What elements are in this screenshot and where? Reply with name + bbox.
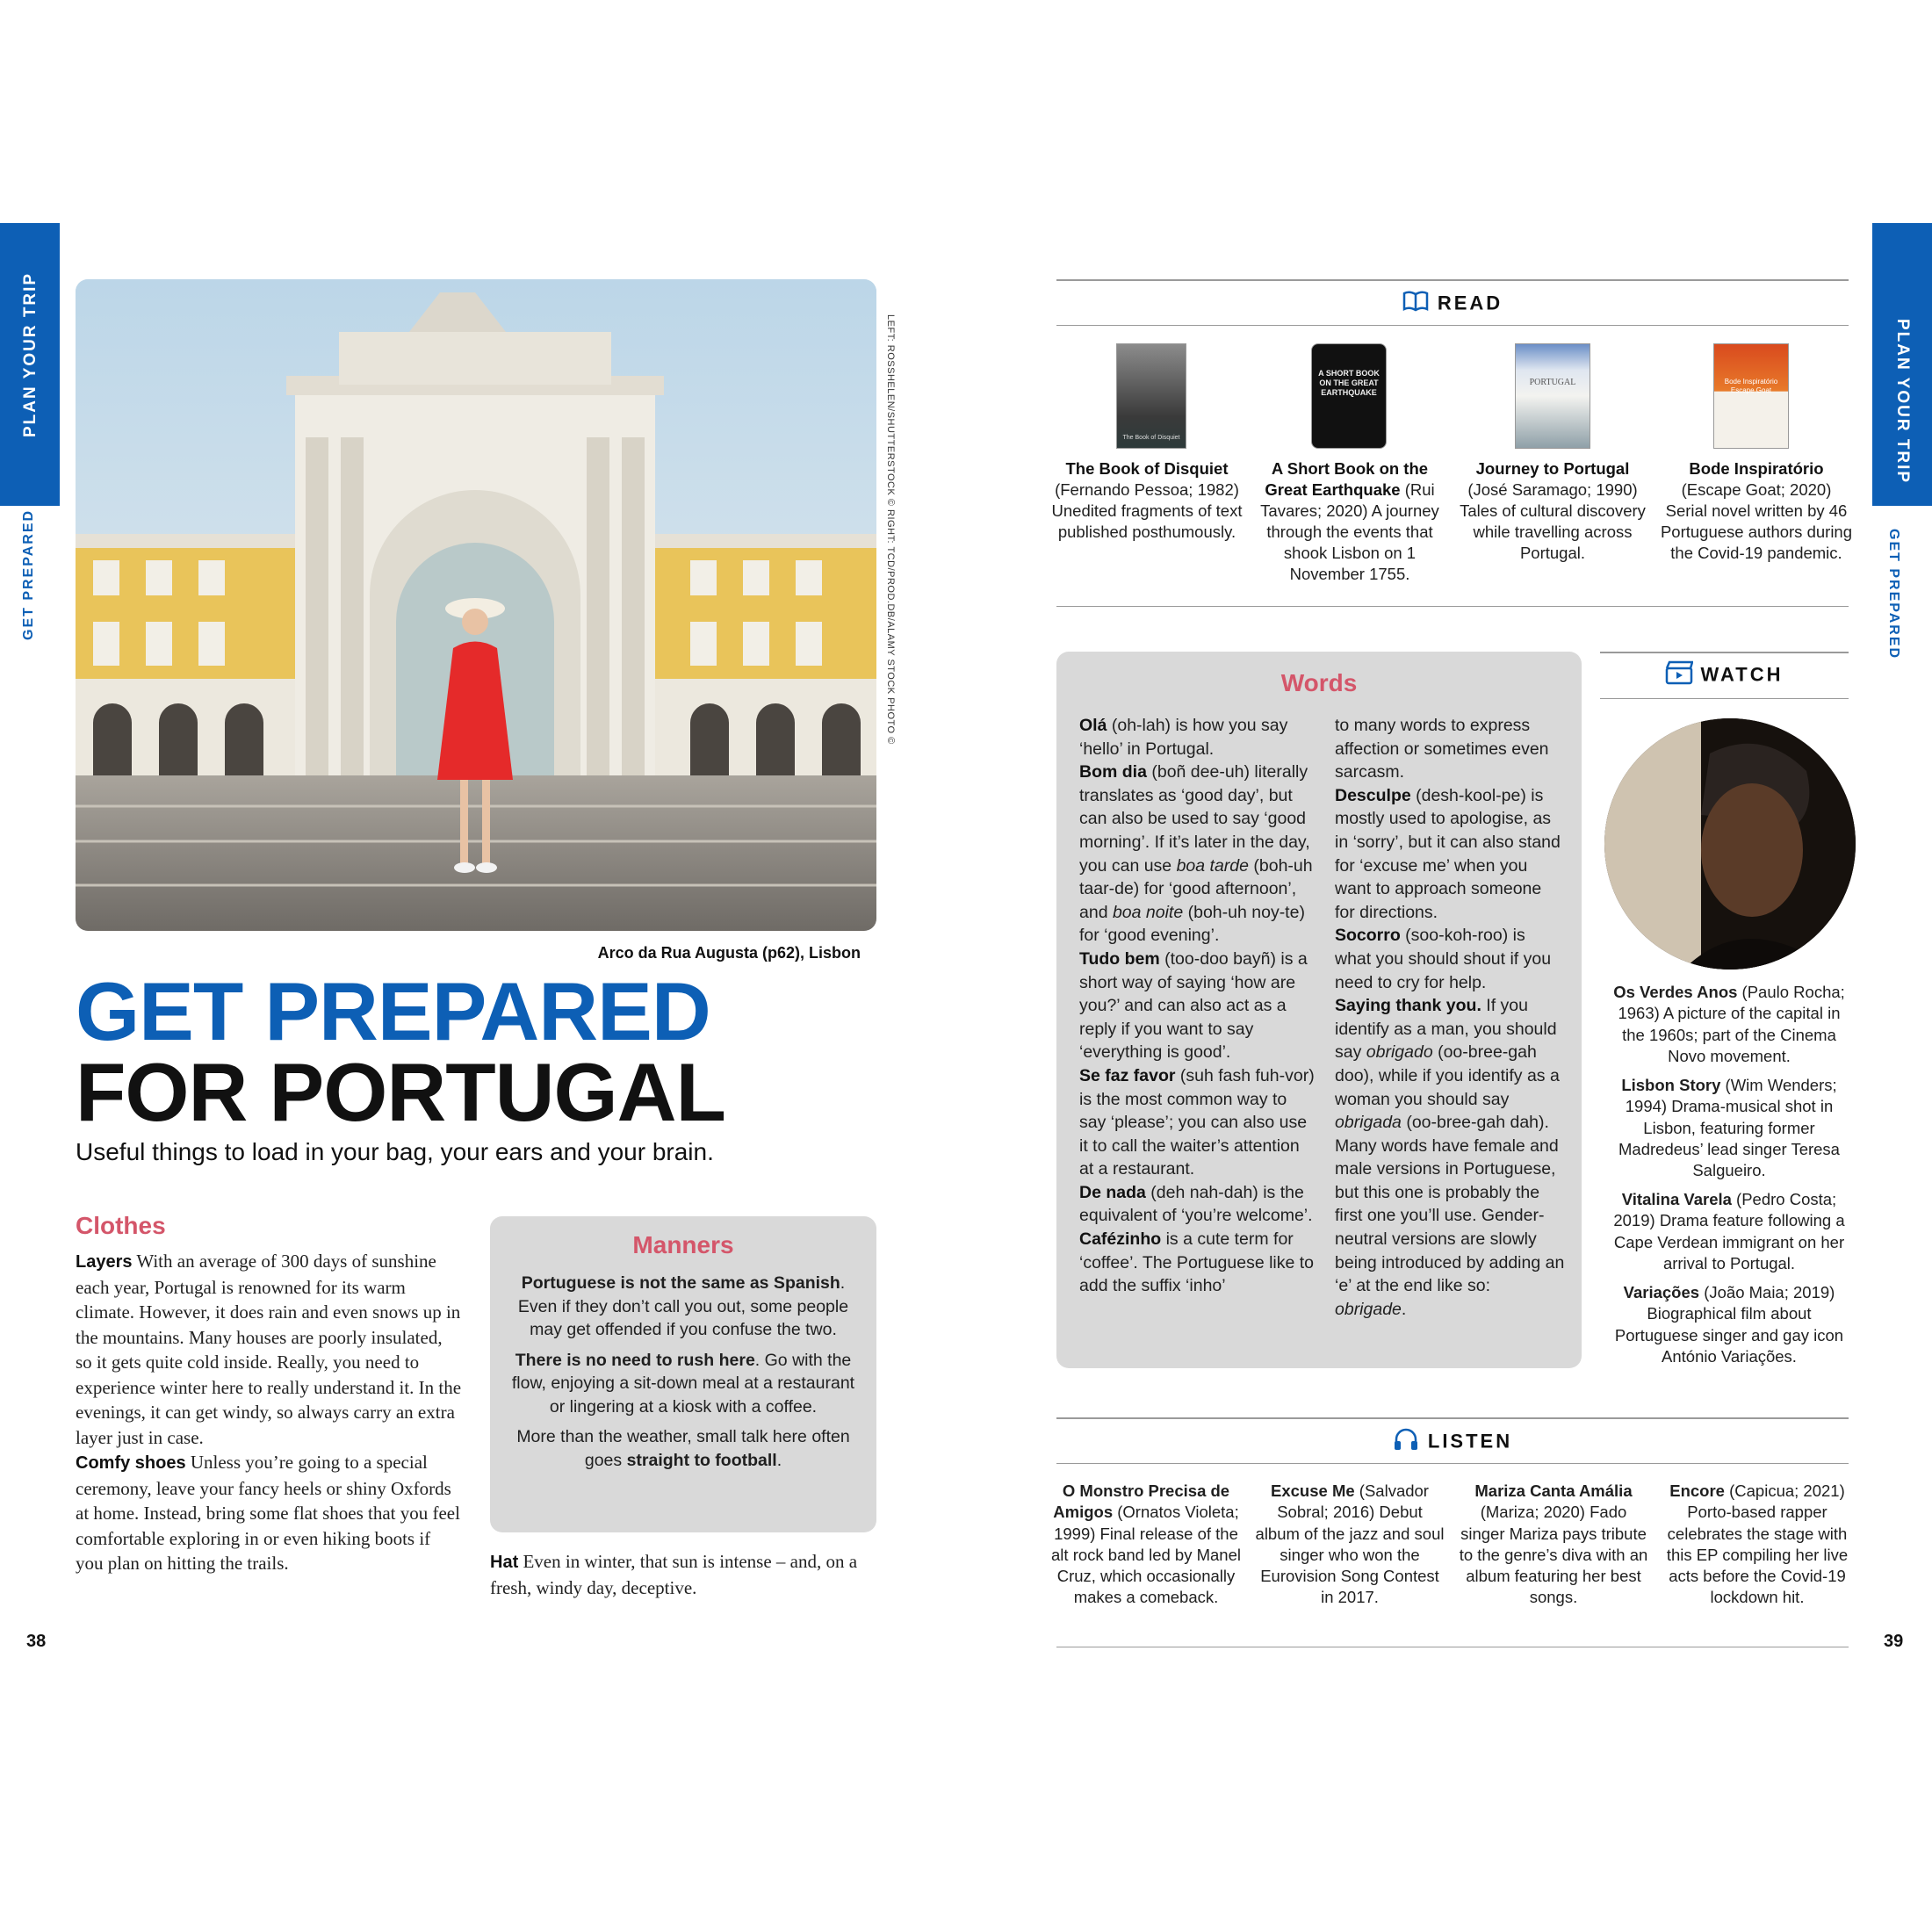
word-de-nada-text: (deh nah-dah) is the equivalent of ‘you’re welcome’. — [1079, 1182, 1313, 1226]
book-bode-desc: (Escape Goat; 2020) Serial novel written by 46 Portuguese authors during the Covid-19 pandemic. — [1660, 480, 1853, 562]
album-encore-desc: (Capicua; 2021) Porto-based rapper celebrates the stage with this EP compiling her live acts before the Covid-19 lockdown hit. — [1666, 1481, 1849, 1607]
words-heading: Words — [1280, 669, 1358, 696]
manners-tip-1-bold: Portuguese is not the same as Spanish — [521, 1273, 840, 1293]
book-cover-bode-text: Bode Inspiratório Escape Goat — [1724, 378, 1778, 394]
word-thank-you-text-2: (oo-bree-gah doo), while if you identify as a woman you should say — [1335, 1042, 1560, 1109]
book-icon — [1402, 290, 1429, 317]
album-excuse-me-title: Excuse Me — [1271, 1481, 1355, 1500]
read-header — [1056, 290, 1849, 317]
manners-tip-3-end: . — [776, 1450, 782, 1470]
word-cafezinho — [1079, 1228, 1316, 1298]
manners-tip-1-text: . Even if they don’t call you out, some people may get offended if you confuse the two. — [517, 1273, 849, 1339]
read-under-rule — [1056, 325, 1849, 326]
film-vitalina-varela — [1607, 1189, 1851, 1274]
clothes-heading: Clothes — [76, 1212, 166, 1239]
watch-top-rule — [1600, 652, 1849, 653]
watch-header — [1600, 660, 1849, 689]
page-title-line2: FOR PORTUGAL — [76, 1046, 725, 1138]
layers-label: Layers — [76, 1252, 133, 1272]
left-chapter-label: GET PREPARED — [21, 508, 36, 640]
film-vitalina-varela-desc: (Pedro Costa; 2019) Drama feature following a Cape Verdean immigrant on her arrival to Portugal. — [1613, 1190, 1845, 1272]
word-de-nada-term: De nada — [1079, 1182, 1146, 1202]
film-lisbon-story — [1607, 1075, 1851, 1181]
word-desculpe-text: (desh-kool-pe) is mostly used to apologise, as in ‘sorry’, but it can also stand for ‘excuse me’ when you want to approach someone for directions. — [1335, 785, 1561, 922]
book-journey — [1456, 458, 1649, 564]
book-cover-journey — [1515, 343, 1590, 449]
book-earthquake-desc: (Rui Tavares; 2020) A journey through the events that shook Lisbon on 1 November 1755. — [1260, 480, 1439, 583]
manners-tip-3-text: More than the weather, small talk here often goes — [516, 1427, 850, 1470]
word-de-nada — [1079, 1181, 1316, 1228]
hat-label: Hat — [490, 1553, 519, 1572]
listen-header-label: LISTEN — [1427, 1430, 1513, 1453]
word-desculpe-term: Desculpe — [1335, 785, 1411, 805]
book-disquiet-desc: (Fernando Pessoa; 1982) Unedited fragments of text published posthumously. — [1051, 480, 1243, 541]
word-socorro-term: Socorro — [1335, 926, 1401, 946]
film-still-portrait — [1604, 718, 1856, 970]
book-cover-earthquake — [1311, 343, 1387, 449]
manners-tip-2-bold: There is no need to rush here — [515, 1350, 755, 1370]
word-obrigado: obrigado — [1366, 1042, 1433, 1063]
word-se-faz-favor-term: Se faz favor — [1079, 1065, 1176, 1085]
word-se-faz-favor — [1079, 1064, 1316, 1181]
book-earthquake — [1253, 458, 1446, 585]
page-title-line1: GET PREPARED — [76, 965, 710, 1057]
read-bottom-rule — [1056, 606, 1849, 607]
word-bom-dia — [1079, 761, 1316, 948]
album-mariza-desc: (Mariza; 2020) Fado singer Mariza pays tribute to the genre’s diva with an album featuring her best songs. — [1459, 1503, 1648, 1607]
clapperboard-icon — [1665, 660, 1693, 689]
book-cover-disquiet — [1116, 343, 1186, 449]
word-ola-term: Olá — [1079, 716, 1107, 735]
book-bode-title: Bode Inspiratório — [1689, 459, 1824, 478]
left-section-label: PLAN YOUR TRIP — [21, 271, 40, 437]
manners-tip-2 — [509, 1349, 857, 1419]
album-excuse-me-desc: (Salvador Sobral; 2016) Debut album of the jazz and soul singer who won the Eurovision Song Contest in 2017. — [1255, 1481, 1445, 1607]
book-earthquake-title: A Short Book on the Great Earthquake — [1265, 459, 1429, 499]
photo-caption: Arco da Rua Augusta (p62), Lisbon — [597, 944, 861, 962]
comfy-shoes-text: Unless you’re going to a special ceremony, leave your fancy heels or shiny Oxfords at home. Instead, bring some flat shoes that you feel comfortable exploring in or even hiking boots if you plan on hitting the trails. — [76, 1452, 460, 1574]
word-thank-you-text-3: (oo-bree-gah dah). Many words have female and male versions in Portuguese, but this one is probably the first one you’ll use. Gender-neutral versions are slowly being introduced by adding an ‘e’ at the end like so: — [1335, 1113, 1565, 1296]
read-top-rule — [1056, 279, 1849, 281]
word-obrigada: obrigada — [1335, 1113, 1402, 1133]
word-bom-dia-text-2: (boh-uh taar-de) for ‘good afternoon’, and — [1079, 855, 1313, 922]
words-column-1 — [1079, 714, 1316, 1298]
layers-text: With an average of 300 days of sunshine each year, Portugal is renowned for its warm climate. However, it does rain and even snows up in the mountains. Many houses are poorly insulated, so it gets quite cold inside. Really, you need to experience winter here to really understand it. In the evenings, it can get windy, so always carry an extra layer just in case. — [76, 1251, 462, 1448]
book-journey-desc: (José Saramago; 1990) Tales of cultural discovery while travelling across Portugal. — [1460, 480, 1646, 562]
film-variacoes-desc: (João Maia; 2019) Biographical film about Portuguese singer and gay icon António Variações. — [1614, 1283, 1844, 1366]
page-subtitle: Useful things to load in your bag, your ears and your brain. — [76, 1138, 714, 1165]
hat-text: Even in winter, that sun is intense – and, on a fresh, windy day, deceptive. — [490, 1551, 858, 1598]
film-lisbon-story-title: Lisbon Story — [1621, 1076, 1721, 1094]
manners-tip-1 — [509, 1272, 857, 1342]
book-cover-disquiet-text: The Book of Disquiet — [1122, 435, 1180, 441]
headphones-icon — [1393, 1427, 1419, 1456]
word-ola — [1079, 714, 1316, 761]
clothes-body — [76, 1249, 462, 1576]
watch-under-rule — [1600, 698, 1849, 699]
film-os-verdes-anos-title: Os Verdes Anos — [1613, 983, 1738, 1001]
hat-paragraph — [490, 1549, 859, 1600]
word-thank-you-text-4: . — [1401, 1299, 1407, 1319]
comfy-shoes-label: Comfy shoes — [76, 1453, 186, 1473]
word-socorro — [1335, 924, 1565, 994]
film-os-verdes-anos-desc: (Paulo Rocha; 1963) A picture of the capital in the 1960s; part of the Cinema Novo movement. — [1618, 983, 1845, 1065]
album-mariza — [1458, 1481, 1649, 1609]
word-boa-noite: boa noite — [1112, 902, 1184, 922]
manners-heading: Manners — [632, 1231, 734, 1258]
word-se-faz-favor-text: (suh fash fuh-vor) is the most common way to say ‘please’; you can also use it to call the waiter’s attention at a restaurant. — [1079, 1065, 1315, 1179]
book-disquiet-title: The Book of Disquiet — [1065, 459, 1229, 478]
word-cafezinho-text: is a cute term for ‘coffee’. The Portuguese like to add the suffix ‘inho’ — [1079, 1229, 1315, 1296]
right-section-label: PLAN YOUR TRIP — [1893, 319, 1912, 485]
book-cover-earthquake-text: A SHORT BOOK ON THE GREAT EARTHQUAKE — [1318, 369, 1380, 397]
film-variacoes-title: Variações — [1623, 1283, 1700, 1301]
film-os-verdes-anos — [1607, 982, 1851, 1067]
word-boa-tarde: boa tarde — [1176, 855, 1249, 876]
album-o-monstro-desc: (Ornatos Violeta; 1999) Final release of the alt rock band led by Manel Cruz, which occasionally makes a comeback. — [1051, 1503, 1241, 1607]
album-encore — [1662, 1481, 1853, 1609]
word-bom-dia-text: (boñ dee-uh) literally translates as ‘good day’, but can also be used to say ‘good morning’. If it’s later in the day, you can use — [1079, 762, 1310, 876]
word-thank-you — [1335, 994, 1565, 1321]
word-desculpe — [1335, 784, 1565, 925]
album-o-monstro — [1050, 1481, 1242, 1609]
word-tudo-bem-term: Tudo bem — [1079, 948, 1160, 969]
photo-credit-text: LEFT: ROSSHELEN/SHUTTERSTOCK © RIGHT: TCD/PROD.DB/ALAMY STOCK PHOTO © — [885, 314, 896, 745]
album-excuse-me — [1254, 1481, 1445, 1609]
word-inho-text: to many words to express affection or sometimes even sarcasm. — [1335, 716, 1549, 782]
book-journey-title: Journey to Portugal — [1475, 459, 1630, 478]
word-socorro-text: (soo-koh-roo) is what you should shout if you need to cry for help. — [1335, 926, 1552, 992]
arch-photo — [76, 279, 876, 931]
read-header-label: READ — [1437, 292, 1503, 314]
word-bom-dia-term: Bom dia — [1079, 762, 1147, 782]
word-thank-you-term: Saying thank you. — [1335, 996, 1481, 1016]
listen-header — [1056, 1427, 1849, 1456]
manners-body — [509, 1272, 857, 1479]
listen-under-rule — [1056, 1463, 1849, 1464]
word-ola-text: (oh-lah) is how you say ‘hello’ in Portugal. — [1079, 716, 1288, 759]
arch-photo-illustration — [76, 279, 876, 931]
word-tudo-bem — [1079, 948, 1316, 1064]
word-obrigade: obrigade — [1335, 1299, 1402, 1319]
manners-tip-3-bold: straight to football — [626, 1450, 777, 1470]
book-cover-journey-text: PORTUGAL — [1529, 378, 1576, 387]
book-bode — [1660, 458, 1853, 564]
word-cafezinho-term: Cafézinho — [1079, 1229, 1162, 1250]
film-lisbon-story-desc: (Wim Wenders; 1994) Drama-musical shot in Lisbon, featuring former Madredeus’ lead singer Teresa Salgueiro. — [1618, 1076, 1840, 1180]
album-o-monstro-title: O Monstro Precisa de Amigos — [1053, 1481, 1230, 1522]
word-thank-you-text: If you identify as a man, you should say — [1335, 996, 1557, 1063]
film-variacoes — [1607, 1282, 1851, 1367]
photo-credit — [880, 314, 901, 775]
left-page-number: 38 — [26, 1632, 47, 1651]
word-inho-continued — [1335, 714, 1565, 784]
film-vitalina-varela-title: Vitalina Varela — [1621, 1190, 1732, 1208]
film-still-illustration — [1604, 718, 1856, 970]
words-column-2 — [1335, 714, 1565, 1321]
album-encore-title: Encore — [1669, 1481, 1725, 1500]
word-bom-dia-text-3: (boh-uh noy-te) for ‘good evening’. — [1079, 902, 1305, 946]
manners-tip-3 — [509, 1425, 857, 1472]
manners-tip-2-text: . Go with the flow, enjoying a sit-down meal at a restaurant or lingering at a kiosk with a coffee. — [511, 1350, 855, 1417]
album-mariza-title: Mariza Canta Amália — [1474, 1481, 1633, 1500]
listen-top-rule — [1056, 1417, 1849, 1419]
book-cover-bode — [1713, 343, 1789, 449]
watch-header-label: WATCH — [1700, 663, 1784, 686]
word-tudo-bem-text: (too-doo bayñ) is a short way of saying ‘how are you?’ and can also act as a reply if you want to say ‘everything is good’. — [1079, 948, 1308, 1063]
book-disquiet — [1050, 458, 1244, 543]
right-chapter-label: GET PREPARED — [1886, 529, 1901, 660]
right-page-number: 39 — [1884, 1632, 1904, 1651]
